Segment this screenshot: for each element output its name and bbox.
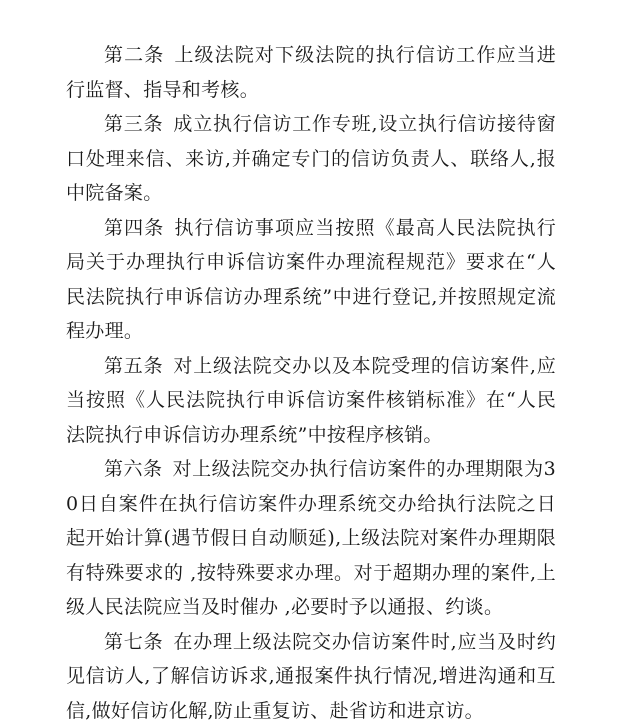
article-7	[66, 625, 556, 728]
article-text: 对上级法院交办以及本院受理的信访案件,应当按照《人民法院执行申诉信访案件核销标准》在“人民法院执行申诉信访办理系统”中按程序核销。	[66, 355, 556, 446]
article-label: 第四条	[104, 217, 164, 239]
article-label: 第五条	[104, 355, 163, 377]
article-label: 第六条	[104, 458, 163, 480]
article-2	[66, 38, 556, 107]
article-4	[66, 211, 556, 349]
article-label: 第三条	[104, 113, 163, 135]
article-text: 上级法院对下级法院的执行信访工作应当进行监督、指导和考核。	[66, 44, 556, 101]
article-label: 第七条	[104, 631, 163, 653]
article-text: 成立执行信访工作专班,设立执行信访接待窗口处理来信、来访,并确定专门的信访负责人、联络人,报中院备案。	[66, 113, 556, 204]
article-text: 在办理上级法院交办信访案件时,应当及时约见信访人,了解信访诉求,通报案件执行情况,增进沟通和互信,做好信访化解,防止重复访、赴省访和进京访。	[66, 631, 556, 722]
article-5	[66, 349, 556, 453]
article-text: 执行信访事项应当按照《最高人民法院执行局关于办理执行申诉信访案件办理流程规范》要求在“人民法院执行申诉信访办理系统”中进行登记,并按照规定流程办理。	[66, 217, 556, 343]
article-text: 对上级法院交办执行信访案件的办理期限为30日自案件在执行信访案件办理系统交办给执行法院之日起开始计算(遇节假日自动顺延),上级法院对案件办理期限有特殊要求的 ,按特殊要求办理。对于超期办理的案件,上级人民法院应当及时催办 ,必要时予以通报、约谈。	[66, 458, 556, 618]
document-body	[66, 38, 556, 728]
article-3	[66, 107, 556, 211]
article-label: 第二条	[104, 44, 164, 66]
article-6	[66, 452, 556, 625]
